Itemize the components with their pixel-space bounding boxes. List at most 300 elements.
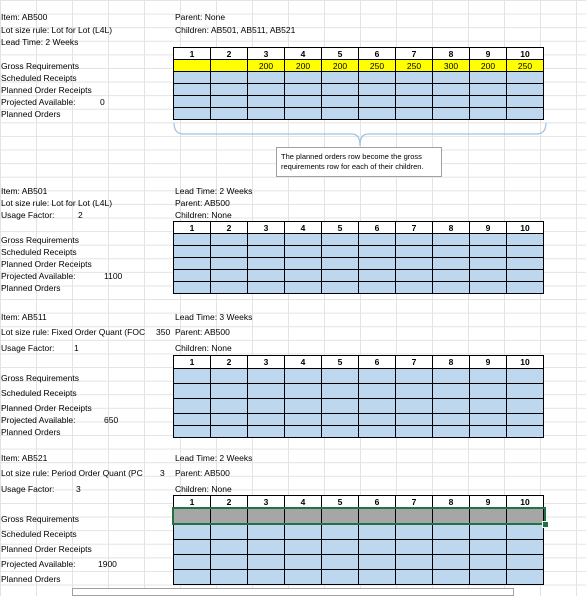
grid-cell[interactable]: [285, 540, 322, 555]
period-cell[interactable]: 3: [248, 48, 285, 60]
grid-cell[interactable]: [174, 282, 211, 294]
period-cell[interactable]: 7: [396, 48, 433, 60]
period-cell[interactable]: 6: [359, 496, 396, 509]
period-cell[interactable]: 1: [174, 222, 211, 234]
period-cell[interactable]: 2: [211, 356, 248, 369]
grid-cell[interactable]: [322, 399, 359, 414]
ab511-label-gross: Gross Requirements: [1, 373, 79, 383]
ab501-label-projected: Projected Available:: [1, 271, 76, 281]
grid-cell[interactable]: [396, 555, 433, 570]
ab521-label-planned-orders: Planned Orders: [1, 574, 61, 584]
grid-cell[interactable]: [211, 246, 248, 258]
ab500-children: Children: AB501, AB511, AB521: [175, 25, 296, 35]
grid-cell[interactable]: [359, 555, 396, 570]
grid-cell[interactable]: [248, 384, 285, 399]
gross-cell[interactable]: 250: [396, 60, 433, 72]
ab511-label-planned-receipts: Planned Order Receipts: [1, 403, 92, 413]
grid-cell[interactable]: [396, 270, 433, 282]
grid-cell[interactable]: [174, 525, 211, 540]
grid-cell[interactable]: [359, 399, 396, 414]
grid-cell[interactable]: [396, 246, 433, 258]
grid-cell[interactable]: [174, 234, 211, 246]
ab501-scheduled-row: [174, 246, 544, 258]
grid-cell[interactable]: [433, 426, 470, 438]
period-cell[interactable]: 10: [507, 496, 544, 509]
grid-cell[interactable]: [285, 96, 322, 108]
grid-cell[interactable]: [174, 570, 211, 585]
grid-cell[interactable]: [396, 426, 433, 438]
ab511-gross-row: [174, 369, 544, 384]
cell-selection-outline: [172, 507, 546, 525]
grid-cell[interactable]: [322, 282, 359, 294]
grid-cell[interactable]: [211, 369, 248, 384]
ab501-label-scheduled: Scheduled Receipts: [1, 247, 77, 257]
grid-cell[interactable]: [248, 108, 285, 120]
grid-cell[interactable]: [470, 108, 507, 120]
grid-cell[interactable]: [285, 108, 322, 120]
period-cell[interactable]: 6: [359, 222, 396, 234]
grid-cell[interactable]: [211, 282, 248, 294]
period-cell[interactable]: 7: [396, 222, 433, 234]
grid-cell[interactable]: [507, 84, 544, 96]
grid-cell[interactable]: [433, 399, 470, 414]
period-cell[interactable]: 8: [433, 48, 470, 60]
period-cell[interactable]: 5: [322, 48, 359, 60]
ab511-planned-receipts-row: [174, 399, 544, 414]
grid-cell[interactable]: [433, 72, 470, 84]
period-cell[interactable]: 5: [322, 222, 359, 234]
grid-cell[interactable]: [285, 369, 322, 384]
ab521-lot-rule: Lot size rule: Period Order Quant (PC: [1, 468, 143, 478]
ab500-parent: Parent: None: [175, 12, 226, 22]
grid-cell[interactable]: [248, 540, 285, 555]
grid-cell[interactable]: [248, 399, 285, 414]
ab501-mrp-grid: [173, 221, 544, 294]
period-cell[interactable]: 1: [174, 48, 211, 60]
grid-cell[interactable]: [507, 570, 544, 585]
ab521-lot-value: 3: [160, 468, 165, 478]
grid-cell[interactable]: [248, 282, 285, 294]
grid-cell[interactable]: [433, 525, 470, 540]
grid-cell[interactable]: [433, 384, 470, 399]
grid-cell[interactable]: [285, 414, 322, 426]
ab501-lot-rule: Lot size rule: Lot for Lot (L4L): [1, 198, 113, 208]
grid-cell[interactable]: [322, 555, 359, 570]
period-cell[interactable]: 5: [322, 496, 359, 509]
grid-cell[interactable]: [359, 540, 396, 555]
grid-cell[interactable]: [396, 369, 433, 384]
period-cell[interactable]: 4: [285, 48, 322, 60]
grid-cell[interactable]: [396, 234, 433, 246]
period-cell[interactable]: 7: [396, 496, 433, 509]
grid-cell[interactable]: [396, 108, 433, 120]
grid-cell[interactable]: [174, 555, 211, 570]
fill-handle[interactable]: [542, 521, 549, 528]
ab521-label-projected: Projected Available:: [1, 559, 76, 569]
grid-cell[interactable]: [174, 414, 211, 426]
grid-cell[interactable]: [211, 96, 248, 108]
grid-cell[interactable]: [285, 426, 322, 438]
period-cell[interactable]: 3: [248, 356, 285, 369]
ab501-parent: Parent: AB500: [175, 198, 230, 208]
grid-cell[interactable]: [470, 234, 507, 246]
grid-cell[interactable]: [322, 270, 359, 282]
grid-cell[interactable]: [470, 246, 507, 258]
grid-cell[interactable]: [285, 555, 322, 570]
grid-cell[interactable]: [507, 234, 544, 246]
grid-cell[interactable]: [359, 234, 396, 246]
period-header-row: [174, 48, 544, 60]
ab511-planned-orders-row: [174, 426, 544, 438]
ab500-lead-time: Lead Time: 2 Weeks: [1, 37, 79, 47]
ab511-lot-rule: Lot size rule: Fixed Order Quant (FOC: [1, 327, 146, 337]
gross-cell[interactable]: 200: [285, 60, 322, 72]
grid-cell[interactable]: [322, 426, 359, 438]
grid-cell[interactable]: [285, 570, 322, 585]
grid-cell[interactable]: [211, 426, 248, 438]
ab500-mrp-grid: [173, 47, 544, 120]
grid-cell[interactable]: [433, 369, 470, 384]
grid-cell[interactable]: [470, 555, 507, 570]
grid-cell[interactable]: [211, 540, 248, 555]
grid-cell[interactable]: [174, 108, 211, 120]
grid-cell[interactable]: [433, 555, 470, 570]
grid-cell[interactable]: [507, 246, 544, 258]
grid-cell[interactable]: [211, 384, 248, 399]
grid-cell[interactable]: [470, 525, 507, 540]
period-cell[interactable]: 8: [433, 222, 470, 234]
grid-cell[interactable]: [174, 369, 211, 384]
ab521-label-planned-receipts: Planned Order Receipts: [1, 544, 92, 554]
period-cell[interactable]: 4: [285, 496, 322, 509]
grid-cell[interactable]: [507, 270, 544, 282]
grid-cell[interactable]: [322, 108, 359, 120]
grid-cell[interactable]: [285, 399, 322, 414]
grid-cell[interactable]: [285, 282, 322, 294]
grid-cell[interactable]: [285, 84, 322, 96]
ab511-item: Item: AB511: [1, 312, 47, 322]
grid-cell[interactable]: [507, 555, 544, 570]
period-cell[interactable]: 4: [285, 356, 322, 369]
grid-cell[interactable]: [322, 96, 359, 108]
period-cell[interactable]: 8: [433, 356, 470, 369]
ab511-label-planned-orders: Planned Orders: [1, 427, 61, 437]
grid-cell[interactable]: [433, 540, 470, 555]
grid-cell[interactable]: [211, 555, 248, 570]
period-cell[interactable]: 9: [470, 48, 507, 60]
grid-cell[interactable]: [433, 282, 470, 294]
period-cell[interactable]: 5: [322, 356, 359, 369]
grid-cell[interactable]: [359, 369, 396, 384]
period-cell[interactable]: 1: [174, 356, 211, 369]
gross-cell[interactable]: 250: [507, 60, 544, 72]
grid-cell[interactable]: [211, 270, 248, 282]
ab521-label-scheduled: Scheduled Receipts: [1, 529, 77, 539]
grid-cell[interactable]: [211, 399, 248, 414]
ab501-lead-time: Lead Time: 2 Weeks: [175, 186, 253, 196]
grid-cell[interactable]: [507, 384, 544, 399]
gross-cell[interactable]: [211, 60, 248, 72]
grid-cell[interactable]: [248, 258, 285, 270]
grid-cell[interactable]: [433, 258, 470, 270]
grid-cell[interactable]: [433, 270, 470, 282]
grid-cell[interactable]: [248, 72, 285, 84]
callout-note[interactable]: The planned orders row become the gross requirements row for each of their children.: [276, 147, 442, 177]
grid-cell[interactable]: [285, 234, 322, 246]
grid-cell[interactable]: [322, 384, 359, 399]
period-cell[interactable]: 8: [433, 496, 470, 509]
grid-cell[interactable]: [396, 96, 433, 108]
ab511-parent: Parent: AB500: [175, 327, 230, 337]
ab521-planned-orders-row: [174, 570, 544, 585]
gross-cell[interactable]: 200: [322, 60, 359, 72]
grid-cell[interactable]: [359, 108, 396, 120]
grid-cell[interactable]: [507, 72, 544, 84]
grid-cell[interactable]: [507, 540, 544, 555]
grid-cell[interactable]: [507, 525, 544, 540]
ab500-scheduled-row: [174, 72, 544, 84]
grid-cell[interactable]: [396, 399, 433, 414]
period-cell[interactable]: 7: [396, 356, 433, 369]
grid-cell[interactable]: [211, 72, 248, 84]
period-cell[interactable]: 6: [359, 48, 396, 60]
gross-cell[interactable]: 200: [470, 60, 507, 72]
grid-cell[interactable]: [359, 72, 396, 84]
ab511-mrp-grid: [173, 355, 544, 438]
grid-cell[interactable]: [359, 426, 396, 438]
grid-cell[interactable]: [322, 570, 359, 585]
grid-cell[interactable]: [174, 246, 211, 258]
gross-cell[interactable]: 200: [248, 60, 285, 72]
grid-cell[interactable]: [211, 258, 248, 270]
grid-cell[interactable]: [322, 84, 359, 96]
ab511-projected-value: 650: [104, 415, 119, 425]
grid-cell[interactable]: [174, 426, 211, 438]
grid-cell[interactable]: [396, 384, 433, 399]
grid-cell[interactable]: [470, 270, 507, 282]
ab501-label-planned-orders: Planned Orders: [1, 283, 61, 293]
grid-cell[interactable]: [359, 246, 396, 258]
ab521-label-gross: Gross Requirements: [1, 514, 79, 524]
ab521-usage-value: 3: [76, 484, 81, 494]
partial-textbox[interactable]: [72, 588, 514, 596]
grid-cell[interactable]: [470, 96, 507, 108]
grid-cell[interactable]: [433, 84, 470, 96]
period-header-row: [174, 356, 544, 369]
grid-cell[interactable]: [248, 96, 285, 108]
grid-cell[interactable]: [359, 258, 396, 270]
grid-cell[interactable]: [248, 270, 285, 282]
grid-cell[interactable]: [359, 282, 396, 294]
ab501-item: Item: AB501: [1, 186, 48, 196]
period-cell[interactable]: 10: [507, 356, 544, 369]
ab521-projected-value: 1900: [98, 559, 117, 569]
grid-cell[interactable]: [470, 84, 507, 96]
grid-cell[interactable]: [211, 234, 248, 246]
period-cell[interactable]: 10: [507, 222, 544, 234]
gross-cell[interactable]: 300: [433, 60, 470, 72]
grid-cell[interactable]: [248, 555, 285, 570]
grid-cell[interactable]: [174, 84, 211, 96]
grid-cell[interactable]: [359, 270, 396, 282]
ab501-projected-value: 1100: [104, 271, 123, 281]
grid-cell[interactable]: [470, 426, 507, 438]
grid-cell[interactable]: [248, 369, 285, 384]
ab500-item: Item: AB500: [1, 12, 48, 22]
grid-cell[interactable]: [507, 258, 544, 270]
period-cell[interactable]: 2: [211, 48, 248, 60]
grid-cell[interactable]: [396, 72, 433, 84]
grid-cell[interactable]: [470, 414, 507, 426]
grid-cell[interactable]: [211, 525, 248, 540]
grid-cell[interactable]: [470, 282, 507, 294]
grid-cell[interactable]: [174, 72, 211, 84]
grid-cell[interactable]: [174, 258, 211, 270]
grid-cell[interactable]: [470, 399, 507, 414]
grid-cell[interactable]: [396, 84, 433, 96]
grid-cell[interactable]: [433, 96, 470, 108]
ab511-lead-time: Lead Time: 3 Weeks: [175, 312, 253, 322]
ab521-projected-row: [174, 555, 544, 570]
period-cell[interactable]: 10: [507, 48, 544, 60]
ab501-usage-value: 2: [78, 210, 83, 220]
grid-cell[interactable]: [322, 540, 359, 555]
grid-cell[interactable]: [396, 414, 433, 426]
grid-cell[interactable]: [322, 258, 359, 270]
grid-cell[interactable]: [248, 84, 285, 96]
grid-cell[interactable]: [248, 426, 285, 438]
grid-cell[interactable]: [248, 246, 285, 258]
grid-cell[interactable]: [248, 525, 285, 540]
ab501-projected-row: [174, 270, 544, 282]
ab521-scheduled-row: [174, 525, 544, 540]
period-cell[interactable]: 9: [470, 356, 507, 369]
ab521-planned-receipts-row: [174, 540, 544, 555]
grid-cell[interactable]: [396, 258, 433, 270]
grid-cell[interactable]: [359, 84, 396, 96]
grid-cell[interactable]: [211, 414, 248, 426]
grid-cell[interactable]: [507, 426, 544, 438]
grid-cell[interactable]: [396, 540, 433, 555]
grid-cell[interactable]: [174, 384, 211, 399]
grid-cell[interactable]: [248, 570, 285, 585]
grid-cell[interactable]: [322, 414, 359, 426]
period-cell[interactable]: 1: [174, 496, 211, 509]
grid-cell[interactable]: [359, 525, 396, 540]
ab501-planned-receipts-row: [174, 258, 544, 270]
grid-cell[interactable]: [248, 414, 285, 426]
ab501-gross-row: [174, 234, 544, 246]
period-cell[interactable]: 3: [248, 222, 285, 234]
ab521-parent: Parent: AB500: [175, 468, 230, 478]
grid-cell[interactable]: [359, 384, 396, 399]
grid-cell[interactable]: [507, 369, 544, 384]
grid-cell[interactable]: [396, 570, 433, 585]
grid-cell[interactable]: [433, 108, 470, 120]
grid-cell[interactable]: [285, 270, 322, 282]
period-cell[interactable]: 9: [470, 222, 507, 234]
ab500-label-scheduled: Scheduled Receipts: [1, 73, 77, 83]
period-cell[interactable]: 3: [248, 496, 285, 509]
grid-cell[interactable]: [285, 258, 322, 270]
grid-cell[interactable]: [285, 246, 322, 258]
period-cell[interactable]: 2: [211, 496, 248, 509]
grid-cell[interactable]: [322, 234, 359, 246]
grid-cell[interactable]: [285, 525, 322, 540]
grid-cell[interactable]: [433, 570, 470, 585]
grid-cell[interactable]: [396, 282, 433, 294]
ab501-children: Children: None: [175, 210, 232, 220]
grid-cell[interactable]: [174, 540, 211, 555]
grid-cell[interactable]: [507, 414, 544, 426]
grid-cell[interactable]: [470, 384, 507, 399]
grid-cell[interactable]: [470, 72, 507, 84]
grid-cell[interactable]: [359, 96, 396, 108]
grid-cell[interactable]: [211, 570, 248, 585]
period-cell[interactable]: 4: [285, 222, 322, 234]
grid-cell[interactable]: [470, 540, 507, 555]
grid-cell[interactable]: [359, 570, 396, 585]
gross-cell[interactable]: [174, 60, 211, 72]
ab500-label-projected: Projected Available:: [1, 97, 76, 107]
grid-cell[interactable]: [211, 84, 248, 96]
period-cell[interactable]: 2: [211, 222, 248, 234]
grid-cell[interactable]: [322, 246, 359, 258]
ab521-lead-time: Lead Time: 2 Weeks: [175, 453, 253, 463]
grid-cell[interactable]: [248, 234, 285, 246]
ab500-projected-value: 0: [100, 97, 105, 107]
grid-cell[interactable]: [507, 96, 544, 108]
grid-cell[interactable]: [433, 414, 470, 426]
ab511-projected-row: [174, 414, 544, 426]
ab500-lot-rule: Lot size rule: Lot for Lot (L4L): [1, 25, 113, 35]
grid-cell[interactable]: [322, 525, 359, 540]
ab521-usage-label: Usage Factor:: [1, 484, 55, 494]
curly-brace-shape: [170, 122, 550, 150]
ab511-label-scheduled: Scheduled Receipts: [1, 388, 77, 398]
ab511-label-projected: Projected Available:: [1, 415, 76, 425]
period-cell[interactable]: 9: [470, 496, 507, 509]
ab500-projected-row: [174, 96, 544, 108]
grid-cell[interactable]: [396, 525, 433, 540]
grid-cell[interactable]: [285, 72, 322, 84]
ab500-label-gross: Gross Requirements: [1, 61, 79, 71]
period-cell[interactable]: 6: [359, 356, 396, 369]
ab501-label-gross: Gross Requirements: [1, 235, 79, 245]
grid-cell[interactable]: [322, 72, 359, 84]
grid-cell[interactable]: [507, 399, 544, 414]
grid-cell[interactable]: [470, 570, 507, 585]
ab511-usage-value: 1: [74, 343, 79, 353]
grid-cell[interactable]: [285, 384, 322, 399]
grid-cell[interactable]: [507, 282, 544, 294]
grid-cell[interactable]: [433, 246, 470, 258]
gross-cell[interactable]: 250: [359, 60, 396, 72]
grid-cell[interactable]: [174, 96, 211, 108]
grid-cell[interactable]: [174, 399, 211, 414]
grid-cell[interactable]: [359, 414, 396, 426]
grid-cell[interactable]: [211, 108, 248, 120]
ab511-children: Children: None: [175, 343, 232, 353]
grid-cell[interactable]: [507, 108, 544, 120]
grid-cell[interactable]: [433, 234, 470, 246]
grid-cell[interactable]: [470, 258, 507, 270]
grid-cell[interactable]: [174, 270, 211, 282]
grid-cell[interactable]: [322, 369, 359, 384]
ab511-scheduled-row: [174, 384, 544, 399]
ab511-lot-value: 350: [156, 327, 171, 337]
grid-cell[interactable]: [470, 369, 507, 384]
